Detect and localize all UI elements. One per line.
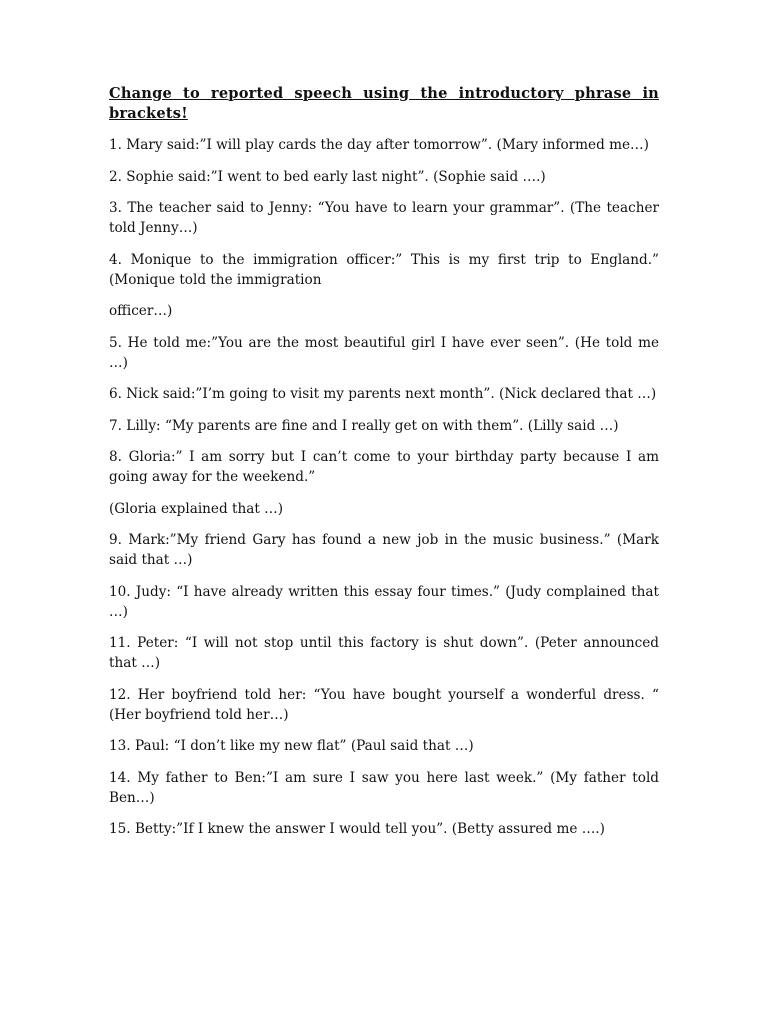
- exercise-item-2: 2. Sophie said:”I went to bed early last night”. (Sophie said ….): [109, 168, 546, 185]
- exercise-item-8: 8. Gloria:” I am sorry but I can’t come to your birthday party because I am going away for the weekend.”: [109, 449, 659, 485]
- exercise-item-15: 15. Betty:”If I knew the answer I would tell you”. (Betty assured me ….): [109, 821, 605, 837]
- exercise-item-4-continuation: officer…): [109, 303, 173, 319]
- worksheet-page: [109, 84, 659, 851]
- exercise-item-13: 13. Paul: “I don’t like my new flat” (Paul said that …): [109, 738, 474, 754]
- exercise-item-3: 3. The teacher said to Jenny: “You have to learn your grammar”. (The teacher told Jenny…): [109, 200, 659, 236]
- exercise-item-5: 5. He told me:”You are the most beautiful girl I have ever seen”. (He told me …): [109, 334, 659, 371]
- worksheet-heading: Change to reported speech using the introductory phrase in brackets!: [109, 85, 659, 122]
- exercise-item-7: 7. Lilly: “My parents are fine and I really get on with them”. (Lilly said …): [109, 417, 619, 434]
- exercise-item-10: 10. Judy: “I have already written this essay four times.” (Judy complained that …): [109, 583, 659, 620]
- exercise-item-8-continuation: (Gloria explained that …): [109, 500, 284, 517]
- exercise-item-11: 11. Peter: “I will not stop until this factory is shut down”. (Peter announced that …): [109, 635, 659, 671]
- exercise-item-1: 1. Mary said:”I will play cards the day after tomorrow”. (Mary informed me…): [109, 137, 649, 153]
- exercise-item-14: 14. My father to Ben:”I am sure I saw you here last week.” (My father told Ben…): [109, 769, 659, 806]
- exercise-item-6: 6. Nick said:”I’m going to visit my parents next month”. (Nick declared that …): [109, 386, 657, 402]
- exercise-item-9: 9. Mark:”My friend Gary has found a new job in the music business.” (Mark said that …): [109, 532, 659, 568]
- exercise-item-4: 4. Monique to the immigration officer:” This is my first trip to England.” (Monique told the immigration: [109, 251, 659, 288]
- exercise-item-12: 12. Her boyfriend told her: “You have bought yourself a wonderful dress. “ (Her boyfriend told her…): [109, 686, 659, 723]
